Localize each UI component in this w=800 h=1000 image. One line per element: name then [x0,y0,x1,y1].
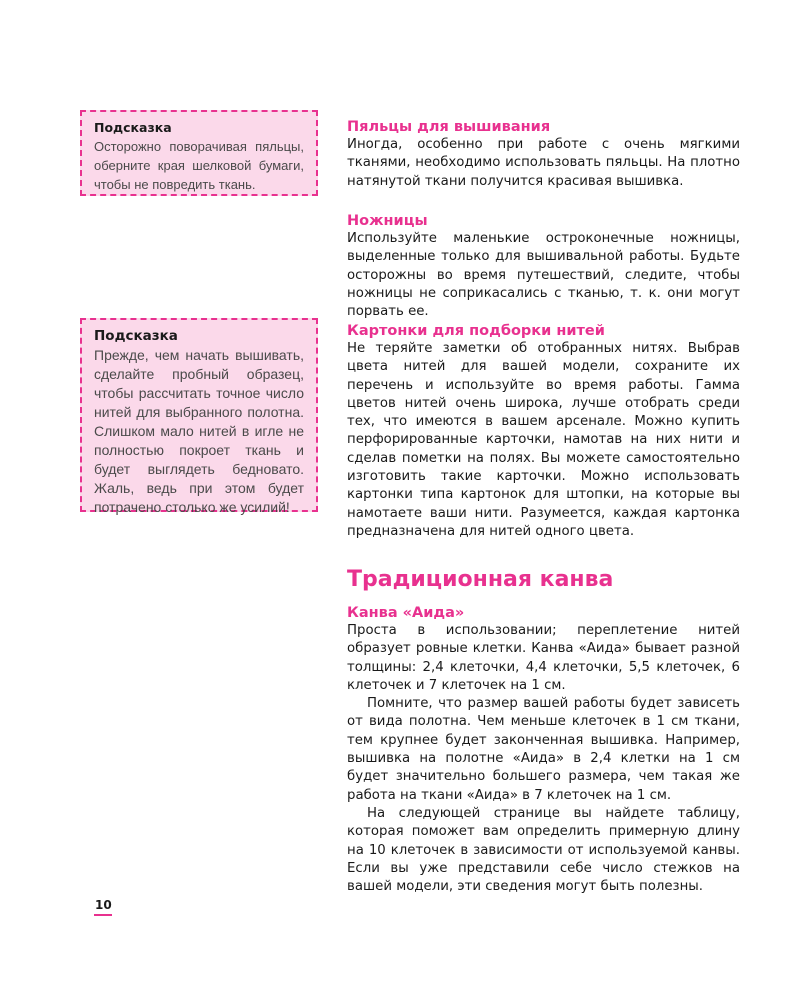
tip-text: Прежде, чем начать вышивать, сделайте пробный образец, чтобы рассчитать точное число нитей для выбранного полотна. Слишком мало нитей в игле не полностью покроет ткань и будет выглядеть бедновато. Жаль, ведь при этом будет потрачено столько же усилий! [94,347,304,515]
tip-text: Осторожно поворачивая пяльцы, оберните края шелковой бумаги, чтобы не повредить ткань. [94,139,304,192]
chapter-paragraph: На следующей странице вы найдете таблицу, которая поможет вам определить примерную длину на 10 клеточек в зависимости от используемой канвы. Если вы уже представили себе число стежков на вашей модели, эти сведения могут быть полезны. [347,805,740,895]
chapter-subheading: Канва «Аида» [347,605,465,621]
section-heading: Пяльцы для вышивания [347,119,551,135]
tip-title: Подсказка [94,120,172,135]
section-scissors [347,212,740,321]
chapter-title: Традиционная канва [347,567,614,592]
chapter-traditional-canvas [347,566,740,896]
section-text: Иногда, особенно при работе с очень мягкими тканями, необходимо использовать пяльцы. На плотно натянутой ткани получится красивая вышивка. [347,137,740,189]
section-heading: Картонки для подборки нитей [347,323,605,339]
chapter-paragraph: Проста в использовании; переплетение нитей образует ровные клетки. Канва «Аида» бывает разной толщины: 2,4 клеточки, 4,4 клеточки, 5,5 клеточек, 6 клеточек и 7 клеточек на 1 см. [347,623,740,693]
tip-box [80,318,318,515]
section-text: Не теряйте заметки об отобранных нитях. Выбрав цвета нитей для вашей модели, сохраните их перечень и используйте во время работы. Гамма цветов нитей очень широка, лучше отобрать среди тех, что имеются в вашем арсенале. Можно купить перфорированные карточки, намотав на них нити и сделав пометки на полях. Вы можете самостоятельно изготовить такие карточки. Можно использовать картонки типа картонок для штопки, на которые вы намотаете ваши нити. Разумеется, каждая картонка предназначена для нитей одного цвета. [347,341,740,539]
chapter-paragraph: Помните, что размер вашей работы будет зависеть от вида полотна. Чем меньше клеточек в 1 см ткани, тем крупнее будет законченная вышивка. Например, вышивка на полотне «Аида» в 2,4 клетки на 1 см будет значительно большего размера, чем такая же работа на ткани «Аида» в 7 клеточек на 1 см. [347,696,740,803]
section-thread-cards [347,322,740,541]
tip-title: Подсказка [94,328,178,344]
section-text: Используйте маленькие остроконечные ножницы, выделенные только для вышивальной работы. Будьте осторожны во время путешествий, следите, чтобы ножницы не соприкасались с тканью, т. к. они могут порвать ее. [347,231,740,320]
page-number: 10 [95,898,112,912]
section-hoops [347,118,740,191]
section-heading: Ножницы [347,213,428,229]
tip-box [80,110,318,196]
page-number-underline [94,914,112,916]
